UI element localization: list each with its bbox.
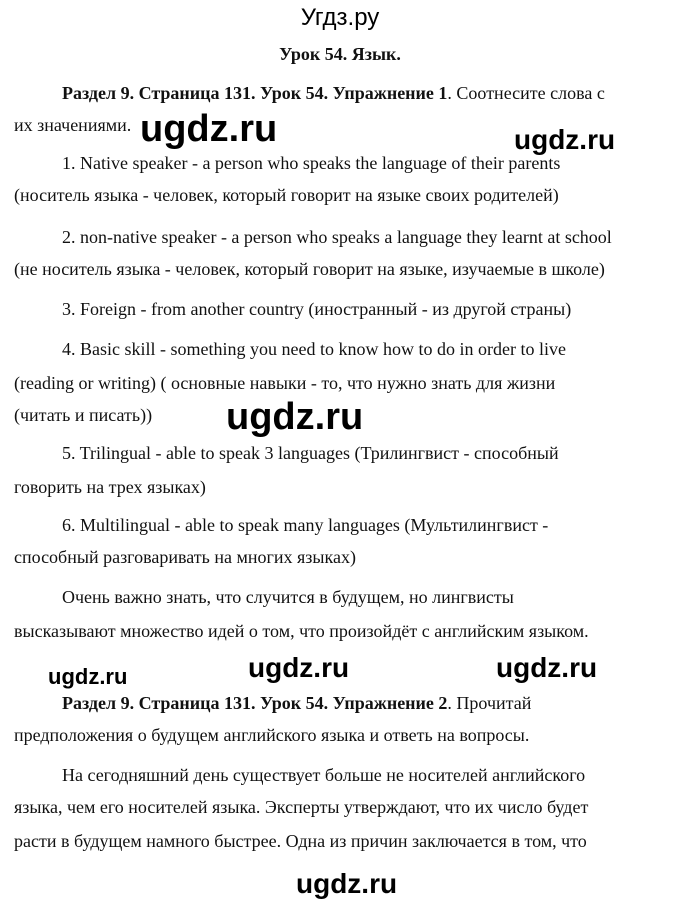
lesson-title: Урок 54. Язык. bbox=[279, 44, 401, 64]
watermark: ugdz.ru bbox=[496, 652, 598, 683]
paragraph-2-line-1: На сегодняшний день существует больше не носителей английского bbox=[62, 765, 586, 785]
paragraph-2-line-3: расти в будущем намного быстрее. Одна из причин заключается в том, что bbox=[14, 831, 587, 851]
item-1-line-1: 1. Native speaker - a person who speaks the language of their parents bbox=[62, 153, 561, 173]
item-2-line-1: 2. non-native speaker - a person who speaks a language they learnt at school bbox=[62, 227, 612, 247]
exercise-1-heading-line2: их значениями. bbox=[14, 115, 132, 135]
item-2-line-2: (не носитель языка - человек, который говорит на языке, изучаемые в школе) bbox=[14, 259, 605, 279]
item-6-line-1: 6. Multilingual - able to speak many languages (Мультилингвист - bbox=[62, 515, 549, 535]
watermark: ugdz.ru bbox=[48, 664, 128, 689]
exercise-1-heading-text: . Соотнесите слова с bbox=[447, 83, 605, 103]
exercise-2-heading-line2: предположения о будущем английского языка и ответь на вопросы. bbox=[14, 725, 530, 745]
exercise-1-heading-bold: Раздел 9. Страница 131. Урок 54. Упражнение 1 bbox=[62, 83, 448, 103]
watermark: ugdz.ru bbox=[140, 108, 278, 150]
item-5-line-1: 5. Trilingual - able to speak 3 languages (Трилингвист - способный bbox=[62, 443, 559, 463]
exercise-1-heading bbox=[62, 82, 605, 104]
item-5-line-2: говорить на трех языках) bbox=[14, 477, 206, 497]
paragraph-2-line-2: языка, чем его носителей языка. Эксперты утверждают, что их число будет bbox=[14, 797, 589, 817]
exercise-2-heading-bold: Раздел 9. Страница 131. Урок 54. Упражнение 2 bbox=[62, 693, 448, 713]
paragraph-1-line-1: Очень важно знать, что случится в будущем, но лингвисты bbox=[62, 587, 514, 607]
item-6-line-2: способный разговаривать на многих языках) bbox=[14, 547, 356, 567]
paragraph-1-line-2: высказывают множество идей о том, что произойдёт с английским языком. bbox=[14, 621, 589, 641]
item-3-line-1: 3. Foreign - from another country (иностранный - из другой страны) bbox=[62, 299, 572, 319]
watermark: ugdz.ru bbox=[514, 124, 616, 155]
item-4-line-2: (reading or writing) ( основные навыки - то, что нужно знать для жизни bbox=[14, 373, 556, 393]
exercise-2-heading bbox=[62, 692, 531, 714]
item-4-line-1: 4. Basic skill - something you need to know how to do in order to live bbox=[62, 339, 566, 359]
item-4-line-3: (читать и писать)) bbox=[14, 405, 153, 425]
watermark: ugdz.ru bbox=[226, 396, 364, 438]
exercise-2-heading-text: . Прочитай bbox=[447, 693, 532, 713]
watermark: ugdz.ru bbox=[248, 652, 350, 683]
watermark: ugdz.ru bbox=[296, 868, 398, 899]
item-1-line-2: (носитель языка - человек, который говорит на языке своих родителей) bbox=[14, 185, 559, 205]
site-title: Угдз.ру bbox=[300, 4, 380, 31]
